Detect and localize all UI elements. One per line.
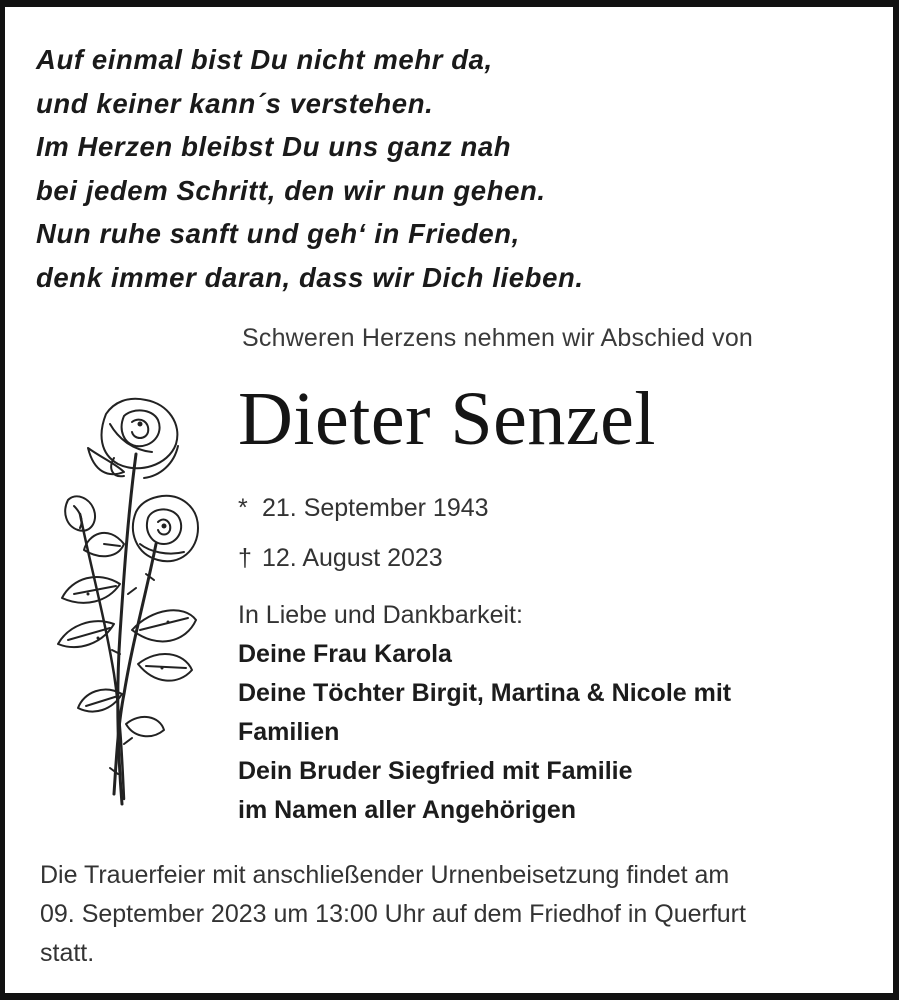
birth-date: [238, 494, 489, 523]
funeral-notice: [40, 856, 840, 973]
poem-line: Auf einmal bist Du nicht mehr da,: [36, 44, 493, 75]
poem-line: bei jedem Schritt, den wir nun gehen.: [36, 174, 546, 206]
poem-line: Nun ruhe sanft und geh‘ in Frieden,: [36, 218, 520, 249]
death-symbol: †: [238, 544, 252, 572]
mourner-line: Familien: [238, 718, 340, 746]
notice-line: statt.: [40, 939, 95, 967]
poem: [36, 38, 584, 299]
death-date: [238, 544, 443, 573]
rose-illustration-icon: [28, 394, 222, 812]
mourner-line: im Namen aller Angehörigen: [238, 796, 577, 824]
mourners-list: [238, 596, 731, 830]
mourner-line: Deine Töchter Birgit, Martina & Nicole mit: [238, 679, 732, 707]
farewell-intro: Schweren Herzens nehmen wir Abschied von: [242, 324, 754, 352]
mourner-line: Deine Frau Karola: [238, 640, 452, 668]
deceased-name: Dieter Senzel: [238, 377, 656, 461]
mourners-lead: In Liebe und Dankbarkeit:: [238, 601, 523, 629]
death-date-value: 12. August 2023: [262, 544, 443, 572]
poem-line: und keiner kann´s verstehen.: [36, 87, 434, 119]
notice-line: 09. September 2023 um 13:00 Uhr auf dem Friedhof in Querfurt: [40, 900, 746, 928]
mourner-line: Dein Bruder Siegfried mit Familie: [238, 757, 633, 785]
birth-symbol: *: [238, 494, 248, 522]
poem-line: denk immer daran, dass wir Dich lieben.: [36, 261, 584, 293]
notice-line: Die Trauerfeier mit anschließender Urnenbeisetzung findet am: [40, 861, 730, 889]
poem-line: Im Herzen bleibst Du uns ganz nah: [36, 131, 512, 162]
birth-date-value: 21. September 1943: [262, 494, 489, 522]
